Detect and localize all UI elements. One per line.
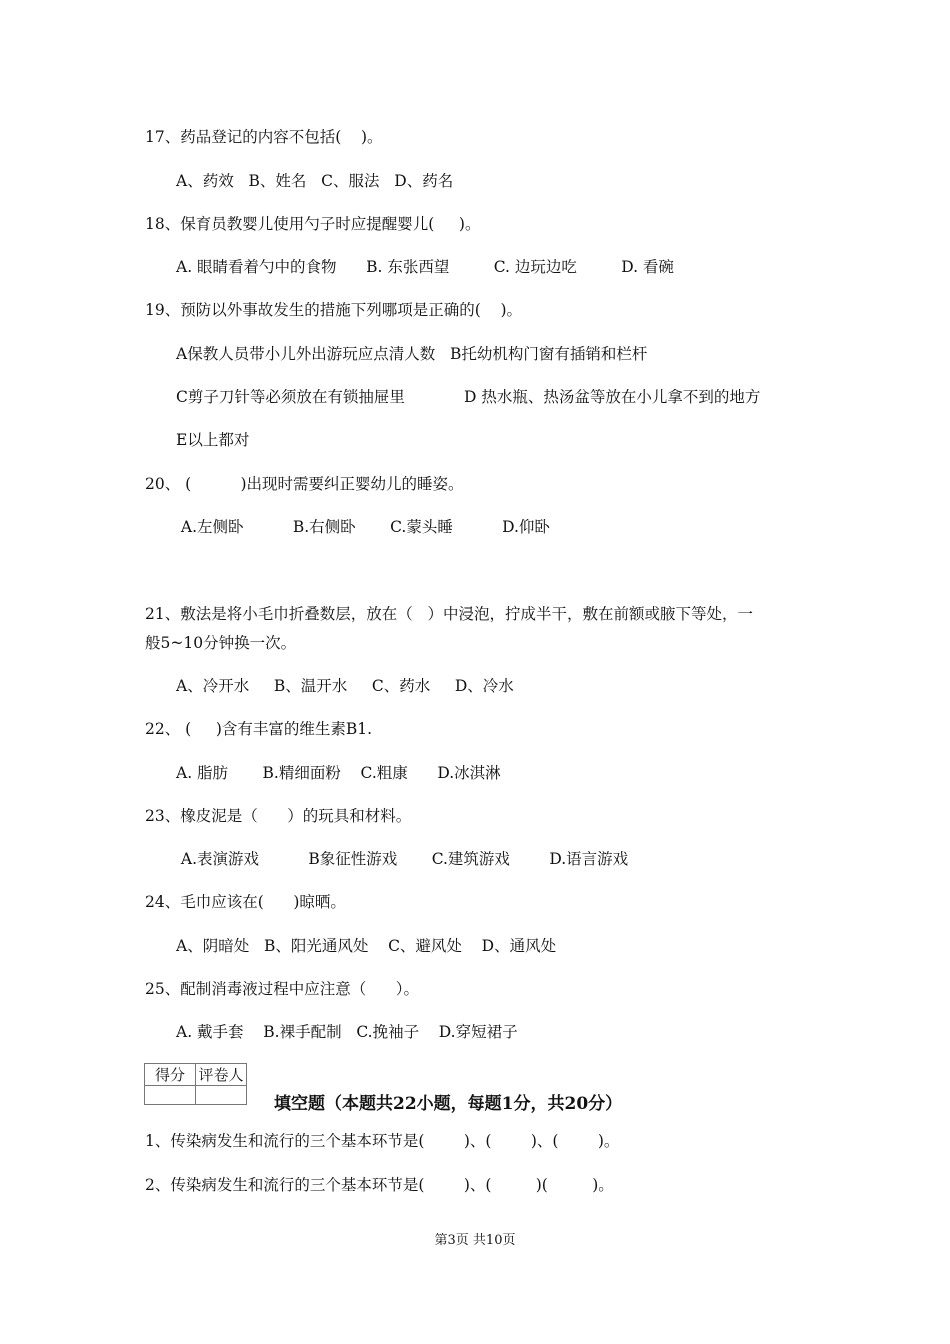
fill-question-2: 2、传染病发生和流行的三个基本环节是( )、( )( )。 bbox=[145, 1176, 614, 1194]
question-17-options: A、药效 B、姓名 C、服法 D、药名 bbox=[176, 172, 454, 190]
section-title: 填空题（本题共22小题，每题1分，共20分） bbox=[274, 1094, 623, 1114]
question-24-options: A、阴暗处 B、阳光通风处 C、避风处 D、通风处 bbox=[176, 937, 557, 955]
grader-header: 评卷人 bbox=[196, 1064, 247, 1086]
score-header: 得分 bbox=[145, 1064, 196, 1086]
question-19-options-3: E以上都对 bbox=[176, 431, 250, 449]
score-cell bbox=[145, 1086, 196, 1105]
question-21: 21、敷法是将小毛巾折叠数层，放在（ ）中浸泡，拧成半干，敷在前额或腋下等处，一 bbox=[145, 605, 754, 623]
question-25: 25、配制消毒液过程中应注意（ ）。 bbox=[145, 980, 420, 998]
fill-question-1: 1、传染病发生和流行的三个基本环节是( )、( )、( )。 bbox=[145, 1132, 620, 1150]
question-21-continuation: 般5~10分钟换一次。 bbox=[145, 634, 297, 652]
question-22: 22、 ( )含有丰富的维生素B1. bbox=[145, 720, 373, 738]
question-23: 23、橡皮泥是（ ）的玩具和材料。 bbox=[145, 807, 412, 825]
question-22-options: A. 脂肪 B.精细面粉 C.粗康 D.冰淇淋 bbox=[176, 764, 501, 782]
question-23-options: A.表演游戏 B象征性游戏 C.建筑游戏 D.语言游戏 bbox=[176, 850, 629, 868]
question-19: 19、预防以外事故发生的措施下列哪项是正确的( )。 bbox=[145, 301, 523, 319]
question-24: 24、毛巾应该在( )晾晒。 bbox=[145, 893, 346, 911]
question-20-options: A.左侧卧 B.右侧卧 C.蒙头睡 D.仰卧 bbox=[176, 518, 550, 536]
grader-cell bbox=[196, 1086, 247, 1105]
question-21-options: A、冷开水 B、温开水 C、药水 D、冷水 bbox=[176, 677, 514, 695]
score-table bbox=[144, 1063, 247, 1105]
question-17: 17、药品登记的内容不包括( )。 bbox=[145, 128, 383, 146]
question-19-options-2: C剪子刀针等必须放在有锁抽屉里 D 热水瓶、热汤盆等放在小儿拿不到的地方 bbox=[176, 388, 761, 406]
question-18: 18、保育员教婴儿使用勺子时应提醒婴儿( )。 bbox=[145, 215, 481, 233]
question-25-options: A. 戴手套 B.裸手配制 C.挽袖子 D.穿短裙子 bbox=[176, 1023, 518, 1041]
question-19-options-1: A保教人员带小儿外出游玩应点清人数 B托幼机构门窗有插销和栏杆 bbox=[176, 345, 648, 363]
question-18-options: A. 眼睛看着勺中的食物 B. 东张西望 C. 边玩边吃 D. 看碗 bbox=[176, 258, 674, 276]
question-20: 20、 ( )出现时需要纠正婴幼儿的睡姿。 bbox=[145, 475, 464, 493]
page-footer: 第3页 共10页 bbox=[434, 1233, 516, 1248]
